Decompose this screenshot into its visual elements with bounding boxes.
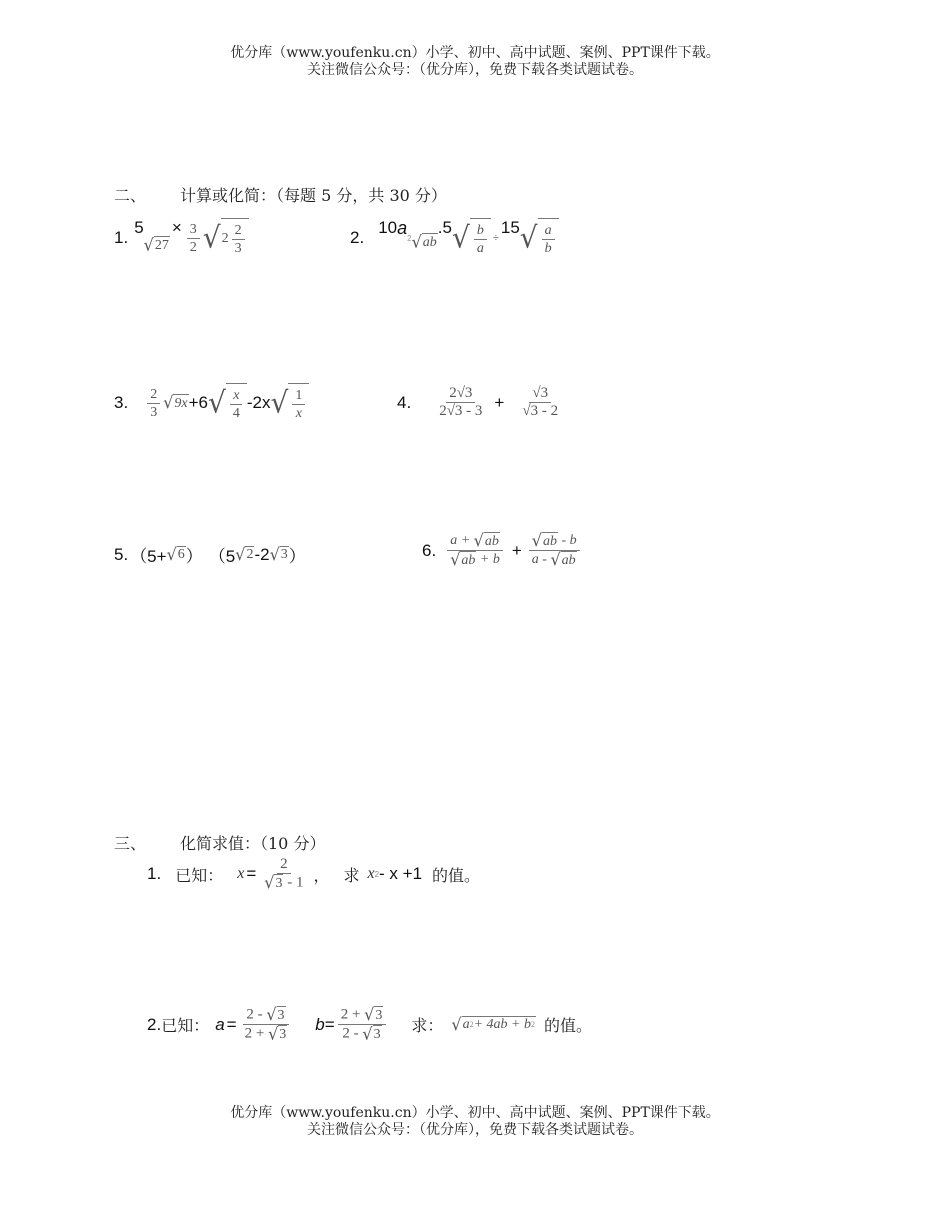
fraction-3-2: $\frac{3}{2}$: [187, 221, 200, 256]
ask-label: 求：: [411, 1016, 444, 1035]
footer-line-1: 优分库（www.youfenku.cn）小学、初中、高中试题、案例、PPT课件下载。: [230, 1105, 720, 1121]
fraction-x: 2 √ 3 - 1: [264, 856, 304, 893]
variable-a: a: [215, 1014, 225, 1034]
problem-number: 5.: [114, 544, 129, 564]
section-title: 化简求值：（10 分）: [180, 834, 326, 853]
expr-x: x: [367, 865, 375, 882]
section-title: 计算或化简：（每题 5 分，共 30 分）: [180, 186, 447, 205]
coefficient: 10: [378, 218, 398, 237]
problem-5: [114, 542, 306, 567]
radical-27: √ 27: [143, 234, 169, 255]
section-number: 三、: [114, 834, 147, 853]
fraction-a: 2 - √ 3 2 + √ 3: [242, 1006, 291, 1043]
value-suffix: 的值。: [543, 1016, 592, 1035]
divide-sign: ÷: [492, 232, 499, 244]
fraction-2: √ ab - b a - √ ab: [529, 532, 580, 569]
problem-1: [114, 218, 249, 258]
comma: ，: [313, 865, 330, 885]
variable-b: b: [315, 1014, 325, 1034]
problem-2: [350, 218, 559, 258]
problem-number: 3.: [114, 393, 129, 412]
problem-number: 2.: [350, 228, 365, 247]
exponent: 2: [374, 869, 380, 879]
header-line-1: 优分库（www.youfenku.cn）小学、初中、高中试题、案例、PPT课件下载。: [230, 45, 720, 61]
coefficient: 5: [134, 218, 144, 237]
radical-3: √ 3: [269, 544, 288, 564]
radical-mixed: √ 2 $\frac{2}{3}$: [203, 218, 249, 258]
question-number: 2.: [147, 1014, 162, 1034]
problem-number: 4.: [397, 392, 412, 412]
fraction-1: $\frac{2√3}{2√3 - 3}$: [439, 385, 483, 419]
radical-x-over-4: √ $\frac{x}{4}$: [208, 383, 247, 423]
minus-2x: -2x: [246, 393, 271, 412]
radical-a-over-b: √ $\frac{a}{b}$: [520, 218, 559, 258]
known-label: 已知：: [175, 865, 224, 885]
factor-2-close: ）: [288, 547, 306, 566]
known-label: 已知：: [161, 1016, 210, 1035]
fraction-2-3: $\frac{2}{3}$: [147, 386, 160, 421]
question-1: [147, 856, 480, 892]
problem-4: [397, 385, 564, 420]
factor-1-close: ）: [185, 547, 203, 566]
plus-sign: +: [494, 392, 505, 412]
fraction-2: $\frac{√3}{√3 - 2}$: [522, 385, 559, 419]
variable-x: x: [237, 865, 245, 882]
value-suffix: 的值。: [432, 865, 481, 885]
ask-label: 求: [343, 865, 360, 885]
section-2-heading: [114, 183, 447, 206]
coefficient-15: 15: [500, 218, 520, 237]
problem-3: [114, 383, 309, 423]
plus-sign: +: [511, 540, 522, 560]
radical-1-over-x: √ $\frac{1}{x}$: [270, 383, 309, 423]
point-five: .5: [437, 218, 452, 237]
subscript: 2: [407, 233, 412, 243]
variable-a: a: [397, 218, 408, 238]
radical-2: √ 2: [235, 544, 254, 564]
radical-expression: √ a 2 + 4ab + b 2: [451, 1014, 535, 1034]
equals-sign-b: =: [324, 1014, 335, 1034]
header-line-2: 关注微信公众号：（优分库），免费下载各类试题试卷。: [307, 62, 643, 78]
fraction-b: 2 + √ 3 2 - √ 3: [338, 1006, 387, 1043]
radical-ab: √ ab: [411, 231, 437, 252]
problem-number: 6.: [422, 540, 437, 560]
section-3-heading: [114, 831, 325, 854]
fraction-1: a + √ ab √ ab + b: [447, 532, 503, 569]
section-number: 二、: [114, 186, 147, 205]
times-sign: ×: [171, 218, 182, 237]
question-number: 1.: [147, 864, 162, 883]
equals-sign: =: [246, 864, 257, 883]
equals-sign-a: =: [226, 1014, 237, 1034]
radical-b-over-a: √ $\frac{b}{a}$: [452, 218, 491, 258]
page-header: [0, 45, 950, 79]
factor-2-open: （5: [208, 547, 236, 566]
minus-two: -2: [254, 544, 270, 564]
factor-1-open: （5+: [130, 547, 167, 566]
page-footer: [0, 1105, 950, 1139]
problem-6: [422, 532, 583, 569]
plus-six: +6: [188, 393, 208, 412]
problem-number: 1.: [114, 228, 129, 247]
footer-line-2: 关注微信公众号：（优分库），免费下载各类试题试卷。: [307, 1122, 643, 1138]
radical-6: √ 6: [166, 544, 185, 564]
question-2: [147, 1006, 592, 1043]
radical-9x: √ 9x: [163, 392, 188, 413]
expr-rest: - x +1: [379, 864, 423, 883]
